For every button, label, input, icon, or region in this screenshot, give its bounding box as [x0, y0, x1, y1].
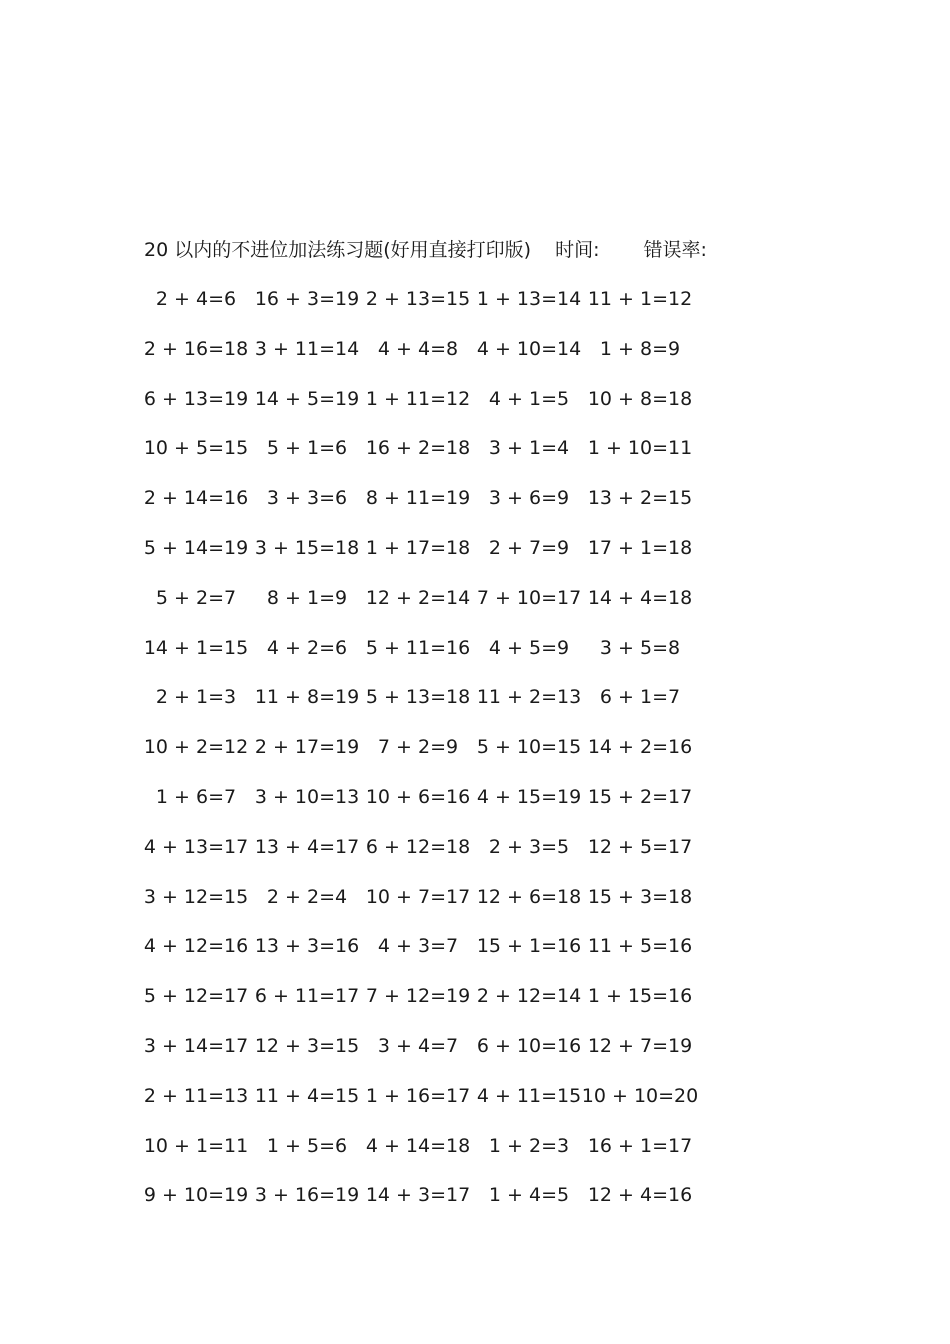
problem-row [0, 983, 950, 1033]
addition-problem: 14 + 2=16 [587, 736, 693, 759]
addition-problem: 14 + 1=15 [143, 636, 249, 659]
addition-problem: 14 + 3=17 [365, 1184, 471, 1207]
addition-problem: 4 + 13=17 [143, 835, 249, 858]
addition-problem: 11 + 5=16 [587, 935, 693, 958]
addition-problem: 1 + 13=14 [476, 288, 582, 310]
addition-problem: 3 + 1=4 [488, 437, 570, 460]
problem-row [0, 1083, 950, 1133]
addition-problem: 1 + 6=7 [155, 785, 237, 808]
addition-problem: 6 + 13=19 [143, 387, 249, 410]
problem-row [0, 585, 950, 635]
addition-problem: 11 + 2=13 [476, 686, 582, 709]
addition-problem: 1 + 10=11 [587, 437, 693, 460]
addition-problem: 12 + 3=15 [254, 1034, 360, 1057]
addition-problem: 1 + 2=3 [488, 1134, 570, 1157]
addition-problem: 1 + 5=6 [266, 1134, 348, 1157]
addition-problem: 1 + 11=12 [365, 387, 471, 410]
addition-problem: 2 + 12=14 [476, 985, 582, 1008]
addition-problem: 1 + 4=5 [488, 1184, 570, 1207]
addition-problem: 11 + 8=19 [254, 686, 360, 709]
addition-problem: 2 + 2=4 [266, 885, 348, 908]
problem-row [0, 1033, 950, 1083]
addition-problem: 2 + 13=15 [365, 288, 471, 310]
addition-problem: 1 + 15=16 [587, 985, 693, 1008]
problem-row [0, 784, 950, 834]
addition-problem: 6 + 1=7 [599, 686, 681, 709]
worksheet-header [144, 236, 844, 264]
addition-problem: 13 + 3=16 [254, 935, 360, 958]
problem-row [0, 884, 950, 934]
addition-problem: 3 + 3=6 [266, 487, 348, 510]
addition-problem: 5 + 13=18 [365, 686, 471, 709]
problem-row [0, 684, 950, 734]
problem-row [0, 485, 950, 535]
error-rate-label: 错误率: [643, 239, 707, 261]
addition-problem: 4 + 14=18 [365, 1134, 471, 1157]
addition-problem: 4 + 3=7 [377, 935, 459, 958]
addition-problem: 13 + 4=17 [254, 835, 360, 858]
addition-problem: 2 + 4=6 [155, 288, 237, 310]
addition-problem: 3 + 6=9 [488, 487, 570, 510]
addition-problem: 10 + 7=17 [365, 885, 471, 908]
addition-problem: 10 + 6=16 [365, 785, 471, 808]
addition-problem: 17 + 1=18 [587, 536, 693, 559]
addition-problem: 8 + 11=19 [365, 487, 471, 510]
problem-row [0, 286, 950, 336]
addition-problem: 6 + 11=17 [254, 985, 360, 1008]
addition-problem: 4 + 4=8 [377, 337, 459, 360]
addition-problem: 1 + 8=9 [599, 337, 681, 360]
addition-problem: 16 + 1=17 [587, 1134, 693, 1157]
addition-problem: 9 + 10=19 [143, 1184, 249, 1207]
problem-row [0, 435, 950, 485]
addition-problem: 7 + 10=17 [476, 586, 582, 609]
addition-problem: 10 + 2=12 [143, 736, 249, 759]
addition-problem: 2 + 17=19 [254, 736, 360, 759]
addition-problem: 11 + 1=12 [587, 288, 693, 310]
problem-row [0, 535, 950, 585]
problem-grid [0, 286, 950, 1232]
addition-problem: 16 + 3=19 [254, 288, 360, 310]
addition-problem: 6 + 12=18 [365, 835, 471, 858]
addition-problem: 10 + 8=18 [587, 387, 693, 410]
addition-problem: 2 + 14=16 [143, 487, 249, 510]
addition-problem: 4 + 12=16 [143, 935, 249, 958]
addition-problem: 4 + 11=15 [476, 1084, 582, 1107]
addition-problem: 3 + 12=15 [143, 885, 249, 908]
addition-problem: 15 + 3=18 [587, 885, 693, 908]
addition-problem: 5 + 14=19 [143, 536, 249, 559]
addition-problem: 12 + 6=18 [476, 885, 582, 908]
problem-row [0, 386, 950, 436]
addition-problem: 10 + 5=15 [143, 437, 249, 460]
addition-problem: 15 + 2=17 [587, 785, 693, 808]
addition-problem: 6 + 10=16 [476, 1034, 582, 1057]
addition-problem: 16 + 2=18 [365, 437, 471, 460]
problem-row [0, 734, 950, 784]
addition-problem: 3 + 15=18 [254, 536, 360, 559]
addition-problem: 11 + 4=15 [254, 1084, 360, 1107]
addition-problem: 4 + 5=9 [488, 636, 570, 659]
problem-row [0, 1133, 950, 1183]
addition-problem: 2 + 3=5 [488, 835, 570, 858]
addition-problem: 14 + 4=18 [587, 586, 693, 609]
worksheet-title: 20 以内的不进位加法练习题(好用直接打印版) [144, 239, 532, 261]
addition-problem: 1 + 17=18 [365, 536, 471, 559]
addition-problem: 5 + 12=17 [143, 985, 249, 1008]
addition-problem: 3 + 16=19 [254, 1184, 360, 1207]
addition-problem: 12 + 7=19 [587, 1034, 693, 1057]
problem-row [0, 834, 950, 884]
addition-problem: 5 + 10=15 [476, 736, 582, 759]
addition-problem: 2 + 11=13 [143, 1084, 249, 1107]
addition-problem: 7 + 2=9 [377, 736, 459, 759]
addition-problem: 13 + 2=15 [587, 487, 693, 510]
addition-problem: 4 + 1=5 [488, 387, 570, 410]
addition-problem: 5 + 2=7 [155, 586, 237, 609]
addition-problem: 7 + 12=19 [365, 985, 471, 1008]
addition-problem: 8 + 1=9 [266, 586, 348, 609]
addition-problem: 5 + 1=6 [266, 437, 348, 460]
addition-problem: 3 + 11=14 [254, 337, 360, 360]
problem-row [0, 635, 950, 685]
addition-problem: 14 + 5=19 [254, 387, 360, 410]
addition-problem: 3 + 5=8 [599, 636, 681, 659]
addition-problem: 12 + 4=16 [587, 1184, 693, 1207]
addition-problem: 2 + 7=9 [488, 536, 570, 559]
problem-row [0, 1182, 950, 1232]
problem-row [0, 336, 950, 386]
addition-problem: 2 + 1=3 [155, 686, 237, 709]
addition-problem: 4 + 15=19 [476, 785, 582, 808]
addition-problem: 1 + 16=17 [365, 1084, 471, 1107]
addition-problem: 4 + 2=6 [266, 636, 348, 659]
time-label: 时间: [555, 239, 600, 261]
addition-problem: 3 + 14=17 [143, 1034, 249, 1057]
problem-row [0, 933, 950, 983]
addition-problem: 5 + 11=16 [365, 636, 471, 659]
addition-problem: 15 + 1=16 [476, 935, 582, 958]
addition-problem: 10 + 1=11 [143, 1134, 249, 1157]
addition-problem: 2 + 16=18 [143, 337, 249, 360]
addition-problem: 3 + 4=7 [377, 1034, 459, 1057]
addition-problem: 12 + 5=17 [587, 835, 693, 858]
addition-problem: 3 + 10=13 [254, 785, 360, 808]
addition-problem: 12 + 2=14 [365, 586, 471, 609]
addition-problem: 4 + 10=14 [476, 337, 582, 360]
addition-problem: 10 + 10=20 [581, 1084, 699, 1107]
